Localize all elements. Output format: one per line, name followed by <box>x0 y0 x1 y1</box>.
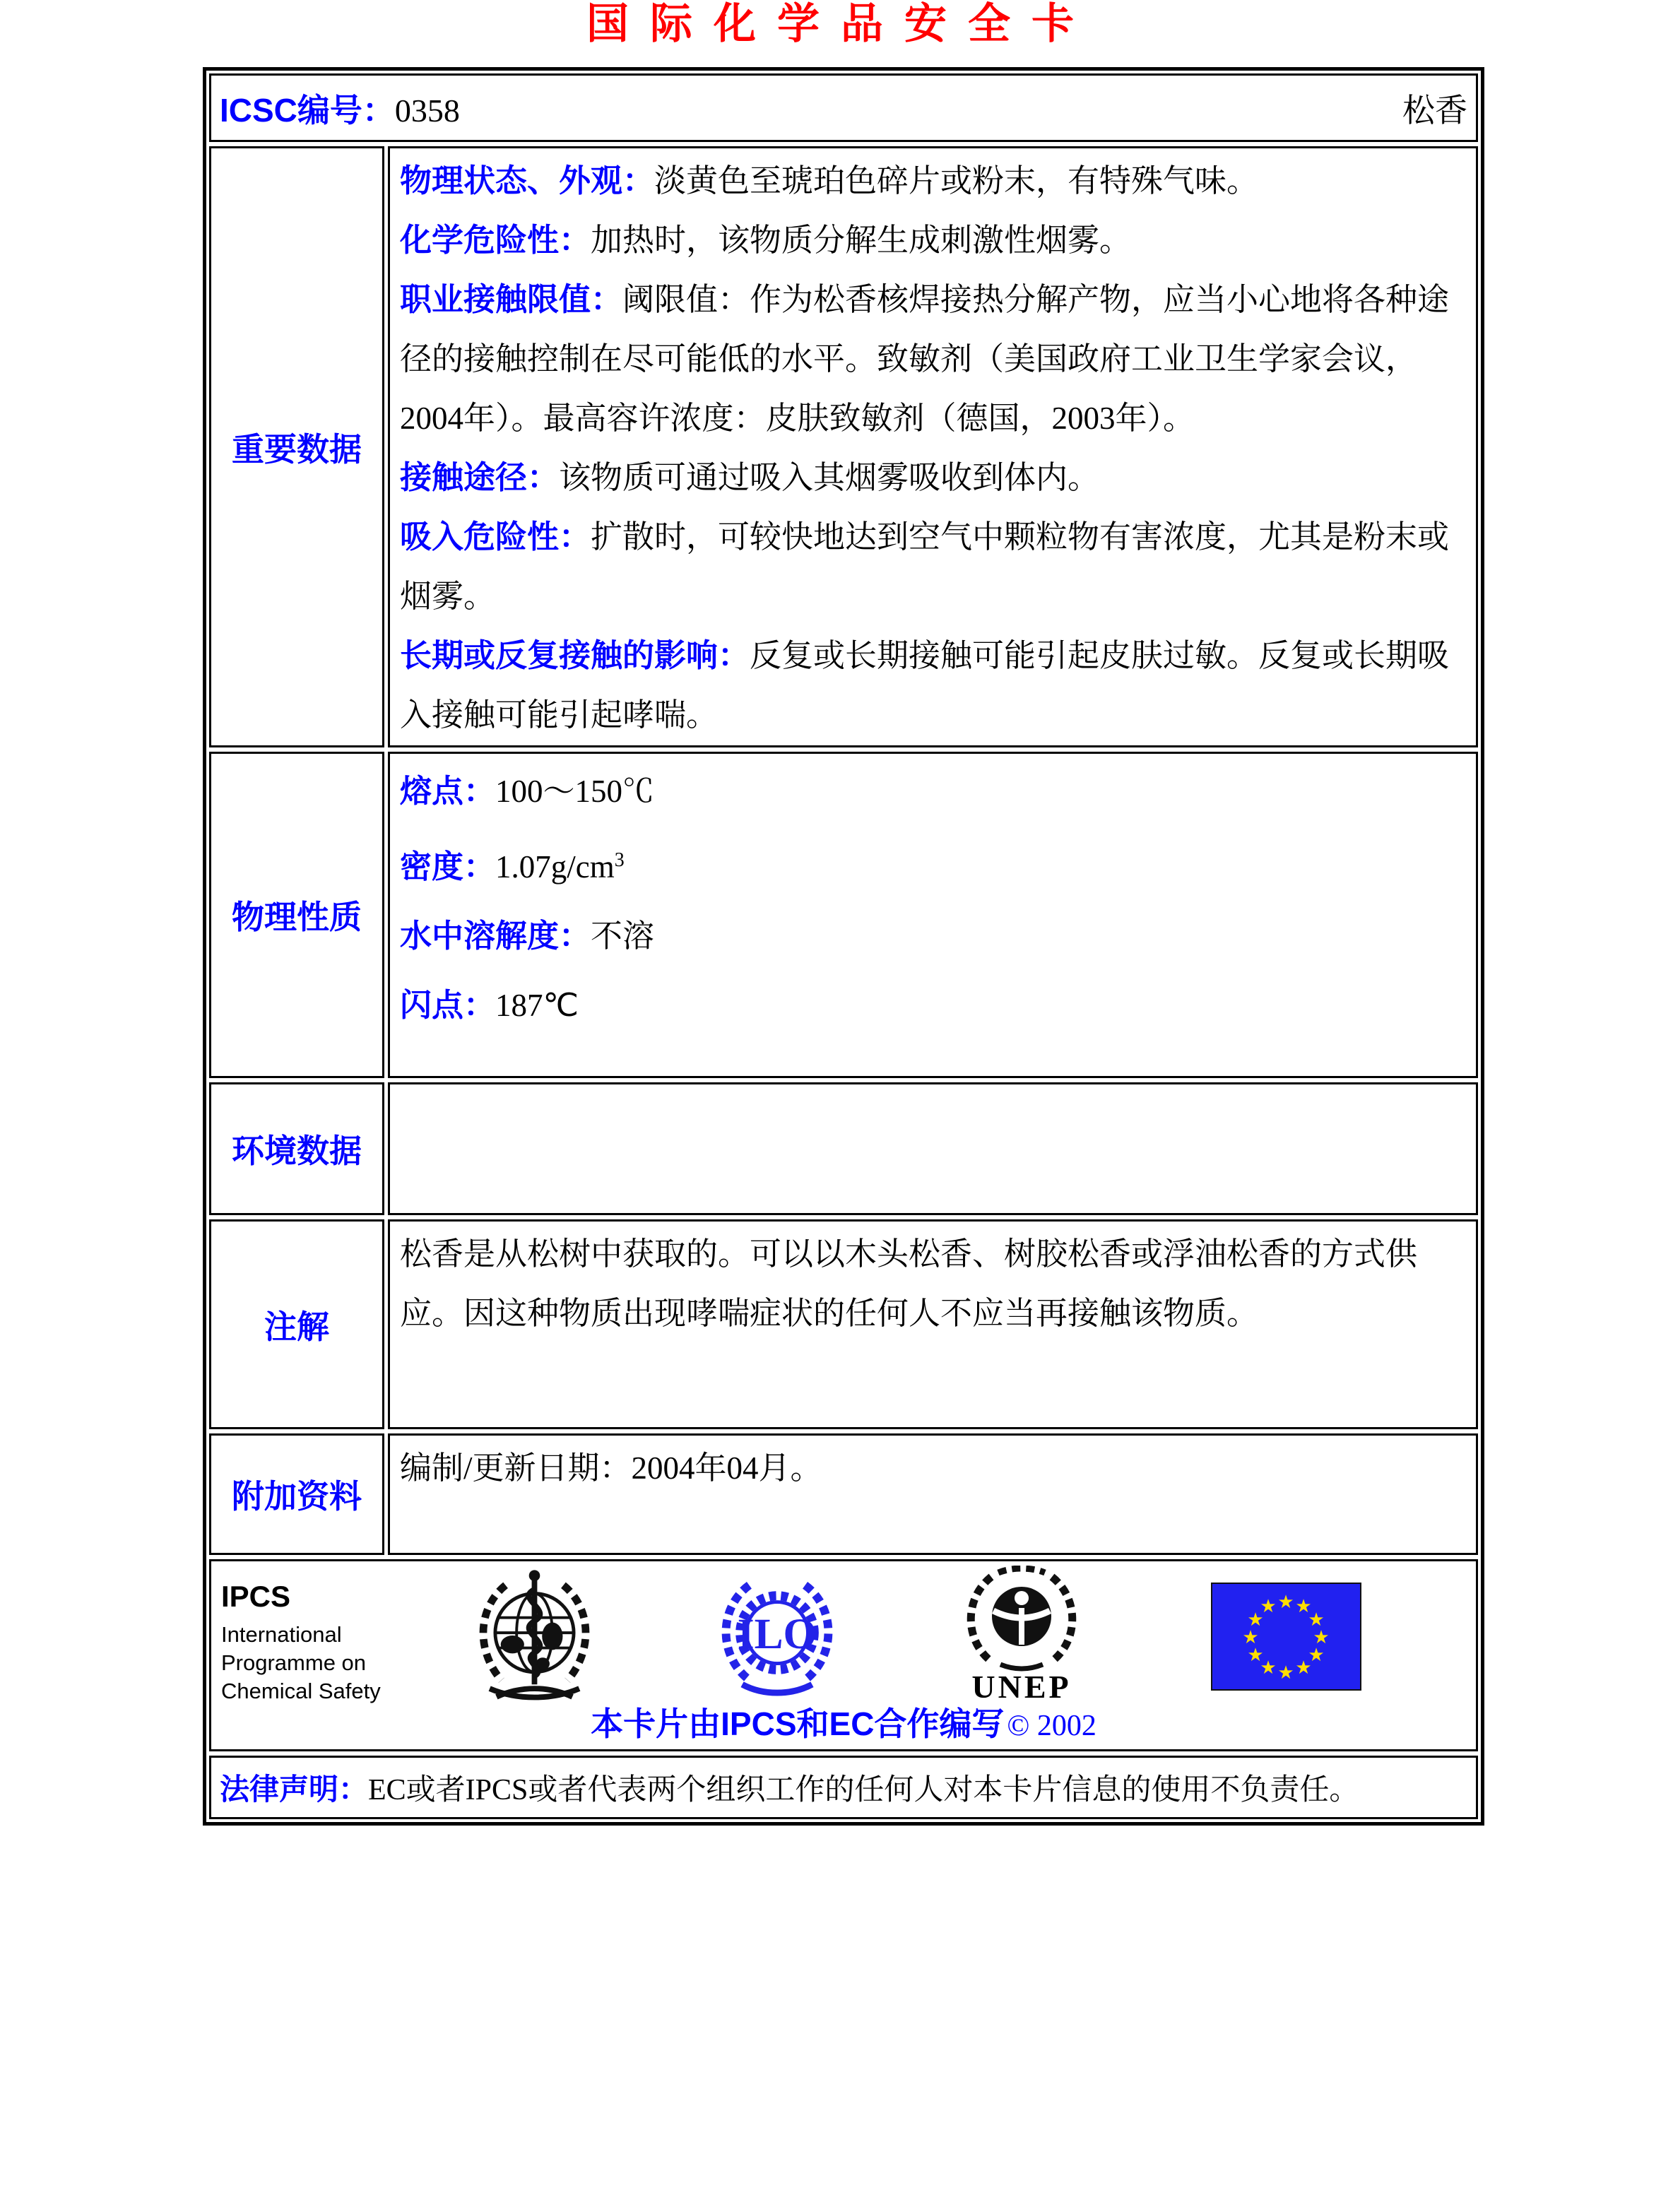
section-label-cell <box>209 1082 384 1215</box>
icsc-number-label: ICSC编号： <box>220 91 395 129</box>
section-important-data <box>209 146 1478 747</box>
header-cell <box>209 73 1478 142</box>
icsc-number <box>220 85 460 131</box>
substance-name: 松香 <box>1402 92 1467 129</box>
legal-cell <box>209 1756 1478 1819</box>
item-occupational-limits: 职业接触限值：阈限值：作为松香核焊接热分解产物，应当小心地将各种途径的接触控制在尽可能低的水平。致敏剂（美国政府工业卫生学家会议，2004年）。最高容许浓度：皮肤致敏剂（德国，2003年）。 <box>400 281 1450 436</box>
section-label-cell <box>209 1219 384 1429</box>
section-content-cell <box>388 146 1478 747</box>
section-label: 重要数据 <box>232 430 362 468</box>
section-content-cell <box>388 1433 1478 1555</box>
section-label: 附加资料 <box>232 1478 362 1515</box>
section-content-cell <box>388 752 1478 1078</box>
unep-logo-icon <box>962 1566 1082 1672</box>
svg-text:★: ★ <box>1277 1592 1294 1613</box>
header-row <box>209 73 1478 142</box>
svg-text:★: ★ <box>1277 1662 1294 1684</box>
svg-text:★: ★ <box>1260 1596 1277 1617</box>
item-exposure-routes: 接触途径：该物质可通过吸入其烟雾吸收到体内。 <box>400 459 1100 495</box>
section-label: 注解 <box>264 1308 329 1345</box>
svg-text:★: ★ <box>1313 1627 1330 1648</box>
unep-label: UNEP <box>971 1669 1072 1705</box>
section-notes <box>209 1219 1478 1429</box>
item-inhalation-risk: 吸入危险性：扩散时，可较快地达到空气中颗粒物有害浓度，尤其是粉末或烟雾。 <box>400 519 1450 614</box>
item-water-solubility: 水中溶解度：不溶 <box>400 918 655 954</box>
eu-flag-icon <box>1211 1583 1361 1691</box>
svg-text:★: ★ <box>1247 1645 1264 1666</box>
copyright-text: © 2002 <box>1007 1710 1096 1742</box>
section-label-cell <box>209 1433 384 1555</box>
ipcs-text-block: IPCS International Programme on Chemical Safety <box>221 1580 381 1703</box>
section-label: 环境数据 <box>232 1132 362 1169</box>
svg-text:★: ★ <box>1260 1657 1277 1679</box>
item-density: 密度：$1.07g/cm^3$ <box>400 848 625 885</box>
logos-row <box>209 1559 1478 1751</box>
section-label: 物理性质 <box>232 899 362 935</box>
svg-text:★: ★ <box>1295 1596 1312 1617</box>
item-long-term-effects: 长期或反复接触的影响：反复或长期接触可能引起皮肤过敏。反复或长期吸入接触可能引起哮喘。 <box>400 637 1450 733</box>
caption-text: 本卡片由IPCS和EC合作编写 <box>591 1705 1005 1742</box>
legal-line <box>220 1766 1359 1809</box>
unep-logo-block <box>954 1566 1089 1705</box>
svg-text:★: ★ <box>1242 1627 1259 1648</box>
item-chemical-danger: 化学危险性：加热时，该物质分解生成刺激性烟雾。 <box>400 222 1132 258</box>
section-additional-info <box>209 1433 1478 1555</box>
section-label-cell <box>209 146 384 747</box>
notes-text: 松香是从松树中获取的。可以以木头松香、树胶松香或浮油松香的方式供应。因这种物质出现哮喘症状的任何人不应当再接触该物质。 <box>400 1236 1418 1331</box>
svg-text:★: ★ <box>1295 1657 1312 1679</box>
svg-text:★: ★ <box>1247 1609 1264 1631</box>
item-melting-point: 熔点：100～150℃ <box>400 773 655 809</box>
ipcs-title: IPCS <box>221 1580 291 1613</box>
who-logo-icon <box>466 1566 603 1707</box>
update-date-text: 编制/更新日期：2004年04月。 <box>400 1450 822 1486</box>
section-content-cell <box>388 1082 1478 1215</box>
logos-cell <box>209 1559 1478 1751</box>
ilo-logo-icon <box>714 1574 840 1700</box>
section-label-cell <box>209 752 384 1078</box>
logos-caption <box>211 1698 1476 1745</box>
legal-row <box>209 1756 1478 1819</box>
icsc-card <box>203 67 1484 1826</box>
legal-text: EC或者IPCS或者代表两个组织工作的任何人对本卡片信息的使用不负责任。 <box>368 1774 1359 1806</box>
svg-text:★: ★ <box>1308 1609 1325 1631</box>
item-flash-point: 闪点：187℃ <box>400 987 579 1023</box>
svg-text:ILO: ILO <box>737 1609 817 1658</box>
section-content-cell <box>388 1219 1478 1429</box>
svg-text:★: ★ <box>1308 1645 1325 1666</box>
page-title: 国际化学品安全卡 <box>586 0 1095 47</box>
section-environmental-data <box>209 1082 1478 1215</box>
legal-label: 法律声明： <box>220 1773 369 1806</box>
icsc-number-value: 0358 <box>394 92 460 129</box>
section-physical-properties <box>209 752 1478 1078</box>
item-physical-state: 物理状态、外观：淡黄色至琥珀色碎片或粉末，有特殊气味。 <box>400 162 1259 199</box>
